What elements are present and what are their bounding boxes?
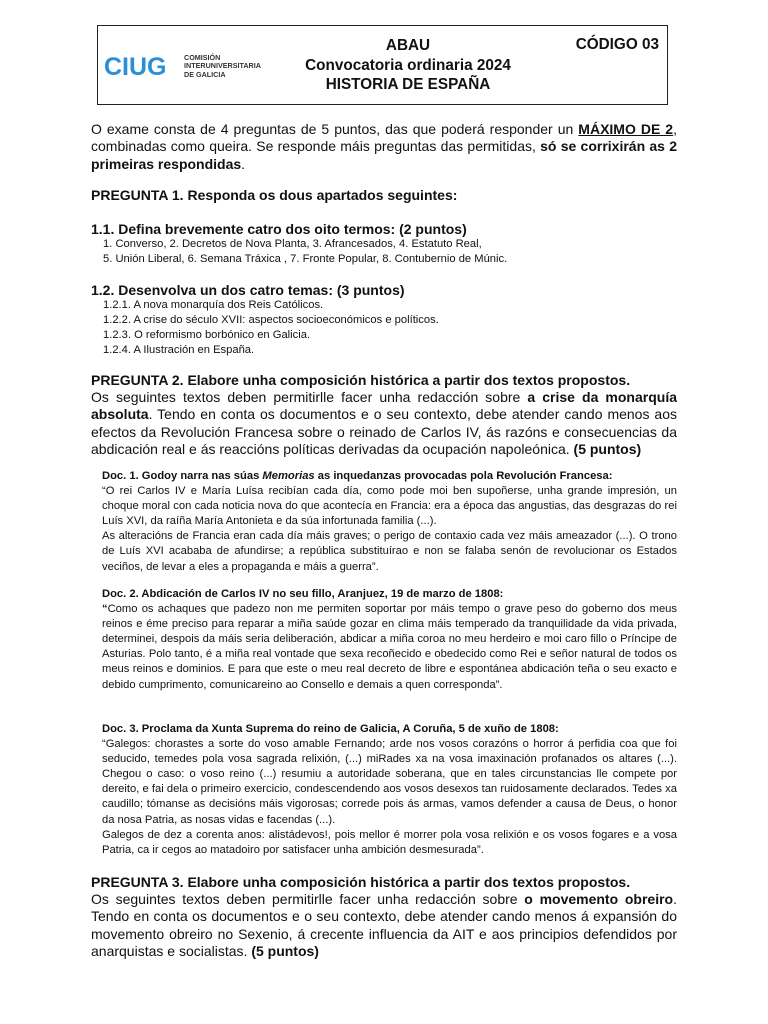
logo-subtitle: COMISIÓN INTERUNIVERSITARIA DE GALICIA [184, 53, 261, 79]
exam-session: Convocatoria ordinaria 2024 [305, 56, 511, 74]
document-3 [102, 722, 677, 858]
list-item: 1.2.3. O reformismo borbónico en Galicia. [103, 329, 311, 341]
section-1-1-title: 1.1. Defina brevemente catro dos oito termos: (2 puntos) [91, 221, 467, 237]
exam-subject: HISTORIA DE ESPAÑA [325, 76, 491, 93]
question-2-prompt: Os seguintes textos deben permitirlle facer unha redacción sobre a crise da monarquía absoluta. Tendo en conta os documentos e o seu contexto, debe atender cando menos aos efectos da Revolución Francesa sobre o reinado de Carlos IV, ás razóns e consecuencias da abdicación real e ás reaccións políticas derivadas da ocupación napoleónica. (5 puntos) [91, 389, 677, 457]
document-2 [102, 587, 677, 693]
list-item: 1.2.1. A nova monarquía dos Reis Católicos. [103, 299, 324, 311]
document-1-paragraph: As alteracións de Francia eran cada día máis graves; o perigo de contaxio cada vez máis ameazador (...). O trono de Luís XVI acababa de afundirse; a república substituírao e non se falaba senón de revolucionar os Estados veciños, de levar a eles a propaganda e máis a guerra”. [102, 530, 677, 573]
list-item: 1.2.2. A crise do século XVII: aspectos socioeconómicos e políticos. [103, 314, 439, 326]
list-item: 1.2.4. A Ilustración en España. [103, 344, 255, 356]
exam-name: ABAU [385, 37, 431, 54]
document-2-title: Doc. 2. Abdicación de Carlos IV no seu fillo, Aranjuez, 19 de marzo de 1808: [102, 588, 504, 600]
section-1-2-topics [91, 298, 689, 358]
document-3-title: Doc. 3. Proclama da Xunta Suprema do reino de Galicia, A Coruña, 5 de xuño de 1808: [102, 723, 559, 735]
document-3-paragraph: “Galegos: chorastes a sorte do voso amable Fernando; arde nos vosos corazóns o horror á perfidia coa que foi seducido, temedes pola vosa sagrada relixión, (...) miRades xa na vosa imaxinación profanados os altares (...). Chegou o caso: o voso reino (...) resumiu a autoridade soberana, que en tales circunstancias lle compete por dereito, e fai dela o primeiro exercicio, condescendendo aos vosos desexos tan ruidosamente declarados. Tedes xa caudillo; tómanse as decisións máis vigorosas; correde pois ás armas, vamos defender a causa de Deus, o honor da nosa Patria, as nosas vidas e facendas (...). [102, 738, 677, 826]
document-1 [102, 469, 677, 575]
document-3-paragraph: Galegos de dez a corenta anos: alistádevos!, pois mellor é morrer pola vosa relixión e os vosos fogares e a vosa Patria, ca ir cegos ao matadoiro por satisfacer unha ambición desmesurada”. [102, 828, 677, 856]
document-2-paragraph: “Como os achaques que padezo non me permiten soportar por máis tempo o grave peso do goberno dos meus reinos e éme preciso para reparar a miña saúde gozar en clima máis temperado da tranquilidade da vida privada, determinei, despois da máis seria deliberación, abdicar a miña coroa no meu herdeiro e moi caro fillo o Príncipe de Asturias. Polo tanto, é a miña real vontade que sexa recoñecido e obedecido como Rei e señor natural de todos os meus reinos e dominios. E para que este o meu real decreto de libre e espontánea abdicación teña o seu exacto e debido cumprimento, comunicareino ao Consello e demais a quen corresponda”. [102, 603, 677, 691]
question-2-title: PREGUNTA 2. Elabore unha composición histórica a partir dos textos propostos. [91, 372, 631, 388]
section-1-1-terms: 1. Converso, 2. Decretos de Nova Planta, 3. Afrancesados, 4. Estatuto Real, 5. Unión Liberal, 6. Semana Tráxica , 7. Fronte Popular, 8. Contubernio de Múnic. [103, 238, 508, 265]
logo-text: CIUG [104, 53, 167, 81]
exam-code: CÓDIGO 03 [575, 36, 659, 53]
document-1-paragraph: “O rei Carlos IV e María Luísa recibían cada día, como pode moi ben supoñerse, unha grande impresión, un choque moral con cada noticia nova do que acontecía en Francia: era a época das angustias, das desgrazas do rei Luís XVI, da raíña María Antonieta e da súa infortunada familia (...). [102, 485, 677, 528]
exam-title [278, 36, 538, 95]
document-1-title: Doc. 1. Godoy narra nas súas Memorias as inquedanzas provocadas pola Revolución Francesa: [102, 470, 613, 482]
section-1-2-title: 1.2. Desenvolva un dos catro temas: (3 puntos) [91, 282, 405, 298]
question-1-title: PREGUNTA 1. Responda os dous apartados seguintes: [91, 187, 458, 203]
exam-header [97, 25, 668, 105]
question-3-prompt: Os seguintes textos deben permitirlle facer unha redacción sobre o movemento obreiro. Tendo en conta os documentos e o seu contexto, debe atender cando menos á expansión do movemento obreiro no Sexenio, á crecente influencia da AIT e aos principios defendidos por anarquistas e socialistas. (5 puntos) [91, 891, 677, 959]
exam-instructions: O exame consta de 4 preguntas de 5 puntos, das que poderá responder un MÁXIMO DE 2, combinadas como queira. Se responde máis preguntas das permitidas, só se corrixirán as 2 primeiras respondidas. [91, 121, 677, 172]
question-3-title: PREGUNTA 3. Elabore unha composición histórica a partir dos textos propostos. [91, 874, 631, 890]
